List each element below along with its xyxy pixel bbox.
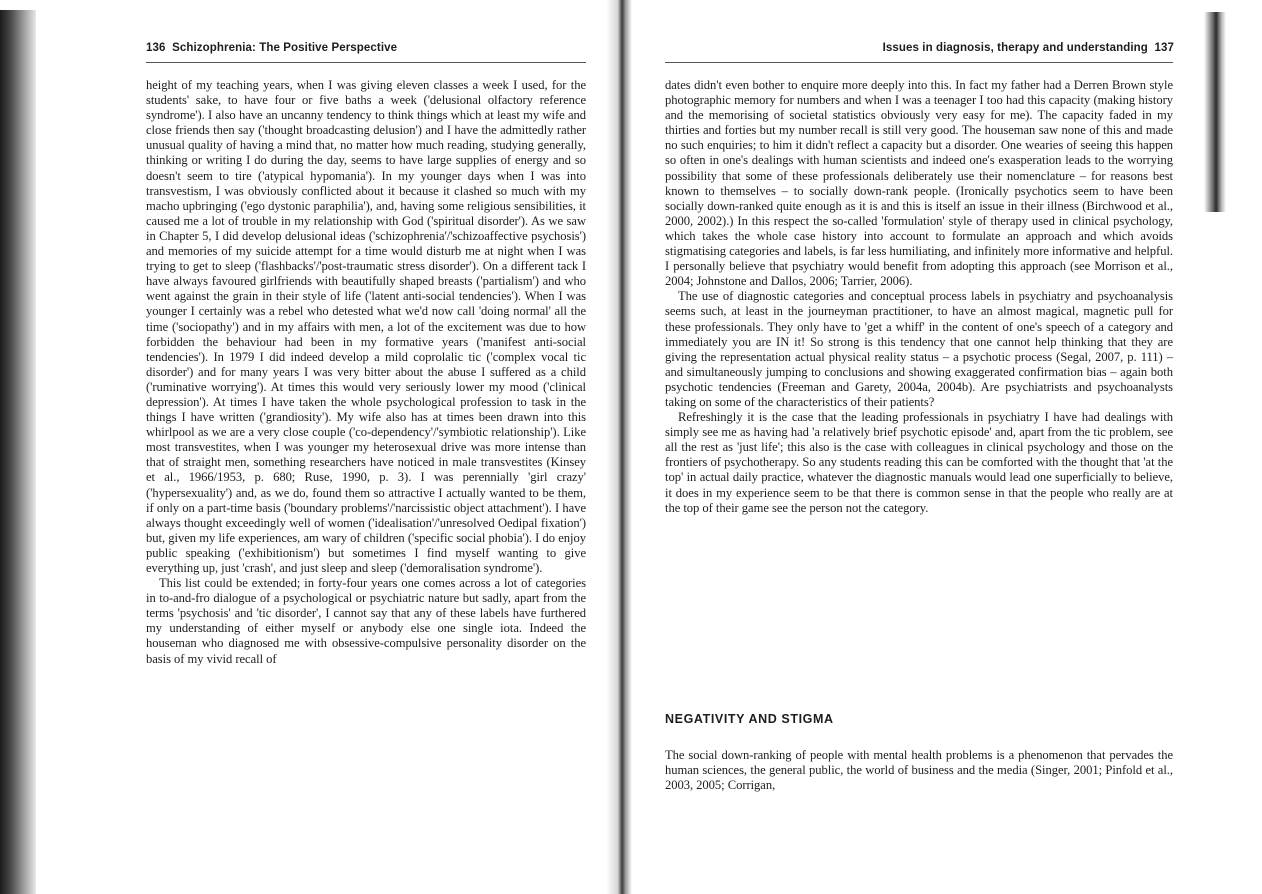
right-running-title: Issues in diagnosis, therapy and understanding [882, 42, 1148, 54]
left-body [146, 78, 586, 667]
right-page-number: 137 [1154, 42, 1174, 54]
left-running-head [146, 42, 397, 58]
right-paragraph-1: dates didn't even bother to enquire more deeply into this. In fact my father had a Derren Brown style photographic memory for numbers and when I was a teenager I too had this capacity (making history and the memorising of societal statistics obviously very easy for me). The capacity faded in my thirties and forties but my number recall is still very good. The houseman saw none of this and made no such enquiries; to him it didn't reflect a capacity but a disorder. One wearies of seeing this happen so often in one's dealings with human scientists and indeed one's exasperation leads to the worrying possibility that some of these professionals deliberately use their nomenclature – for reasons best known to themselves – to socially down-rank people. (Ironically psychotics seem to have been socially down-ranked quite enough as it is and this is itself an issue in their illness (Birchwood et al., 2000, 2002).) In this respect the so-called 'formulation' style of therapy used in clinical psychology, which takes the whole case history into account to formulate an approach and which avoids stigmatising categories and labels, is far less humiliating, and infinitely more informative and helpful. I personally believe that psychiatry would benefit from adopting this approach (see Morrison et al., 2004; Johnstone and Dallos, 2006; Tarrier, 2006). [665, 78, 1173, 289]
right-body [665, 78, 1173, 516]
section-body [665, 748, 1173, 793]
left-page-number: 136 [146, 42, 166, 54]
right-paragraph-3: Refreshingly it is the case that the leading professionals in psychiatry I have had dealings with simply see me as having had 'a relatively brief psychotic episode' and, apart from the tic problem, see all the rest as 'just life'; this also is the case with colleagues in clinical psychology and those on the frontiers of psychotherapy. So any students reading this can be comforted with the thought that 'at the top' in actual daily practice, whatever the diagnostic manuals would lead one superficially to believe, it does in my experience seem to be that there is common sense in that the people who really are at the top of their game see the person not the category. [665, 410, 1173, 515]
left-running-title: Schizophrenia: The Positive Perspective [172, 42, 398, 54]
section-paragraph: The social down-ranking of people with mental health problems is a phenomenon that pervades the human sciences, the general public, the world of business and the media (Singer, 2001; Pinfold et al., 2003, 2005; Corrigan, [665, 748, 1173, 793]
left-paragraph-2: This list could be extended; in forty-four years one comes across a lot of categories in to-and-fro dialogue of a psychological or psychiatric nature but sadly, apart from the terms 'psychosis' and 'tic disorder', I cannot say that any of these labels have furthered my understanding of either myself or anybody else one single iota. Indeed the houseman who diagnosed me with obsessive-compulsive personality disorder on the basis of my vivid recall of [146, 576, 586, 666]
right-running-head [883, 42, 1174, 58]
right-header-rule [665, 62, 1173, 63]
right-paragraph-2: The use of diagnostic categories and conceptual process labels in psychiatry and psychoanalysis seems such, at least in the journeyman practitioner, to have an almost magical, magnetic pull for these professionals. They only have to 'get a whiff' in the content of one's speech of a category and immediately you are IN it! So strong is this tendency that one cannot help thinking that they are giving the representation actual physical reality status – a psychotic process (Segal, 2007, p. 111) – and simultaneously jumping to conclusions and showing exaggerated confirmation bias – again both psychotic tendencies (Freeman and Garety, 2004a, 2004b). Are psychiatrists and psychoanalysts taking on some of the characteristics of their patients? [665, 289, 1173, 409]
left-page [0, 0, 625, 894]
left-header-rule [146, 62, 586, 63]
section-heading: NEGATIVITY AND STIGMA [665, 712, 834, 726]
left-paragraph-1: height of my teaching years, when I was giving eleven classes a week I used, for the students' sake, to have four or five baths a week ('delusional olfactory reference syndrome'). I also have an uncanny tendency to think things which at least my wife and close friends then say ('thought broadcasting delusion') and I have the admittedly rather unusual quality of having a mind that, no matter how much reading, studying generally, thinking or writing I do during the day, seems to have large supplies of energy and so doesn't seem to tire ('atypical hypomania'). In my younger days when I was into transvestism, I was obviously conflicted about it because it clashed so much with my macho upbringing ('ego dystonic paraphilia'), and, having some religious sensibilities, it caused me a lot of trouble in my relationship with God ('spiritual disorder'). As we saw in Chapter 5, I did develop delusional ideas ('schizophrenia'/'schizoaffective psychosis') and memories of my suicide attempt for a time would disturb me at night when I was trying to get to sleep ('flashbacks'/'post-traumatic stress disorder'). On a different tack I have always favoured girlfriends with beautifully shaped breasts ('partialism') and who went against the grain in their style of life ('latent anti-social tendencies'). When I was younger I certainly was a rebel who detested what we'd now call 'doing normal' all the time ('sociopathy') and in my affairs with men, a lot of the excitement was due to how forbidden the behaviour had been in my formative years ('manifest anti-social tendencies'). In 1979 I did indeed develop a mild coprolalic tic ('complex vocal tic disorder') and for many years I was very bitter about the abuse I suffered as a child ('ruminative worrying'). At times this would very seriously lower my mood ('clinical depression'). At times I have taken the whole psychological profession to task in the things I have written ('grandiosity'). My wife also has at times been drawn into this whirlpool as we are a very close couple ('co-dependency'/'symbiotic relationship'). Like most transvestites, when I was younger my heterosexual drive was more intense than that of straight men, something researchers have noticed in male transvestites (Kinsey et al., 1966/1953, p. 680; Ruse, 1990, p. 3). I was perennially 'girl crazy' ('hypersexuality') and, as we do, found them so attractive I actually wanted to be them, if only on a part-time basis ('boundary problems'/'narcissistic object attachment'). I have always thought exceedingly well of women ('idealisation'/'unresolved Oedipal fixation') but, given my life experiences, am wary of children ('specific social phobia'). I do enjoy public speaking ('exhibitionism') but sometimes I find myself wanting to give everything up, just 'crash', and just sleep and sleep ('demoralisation syndrome'). [146, 78, 586, 575]
